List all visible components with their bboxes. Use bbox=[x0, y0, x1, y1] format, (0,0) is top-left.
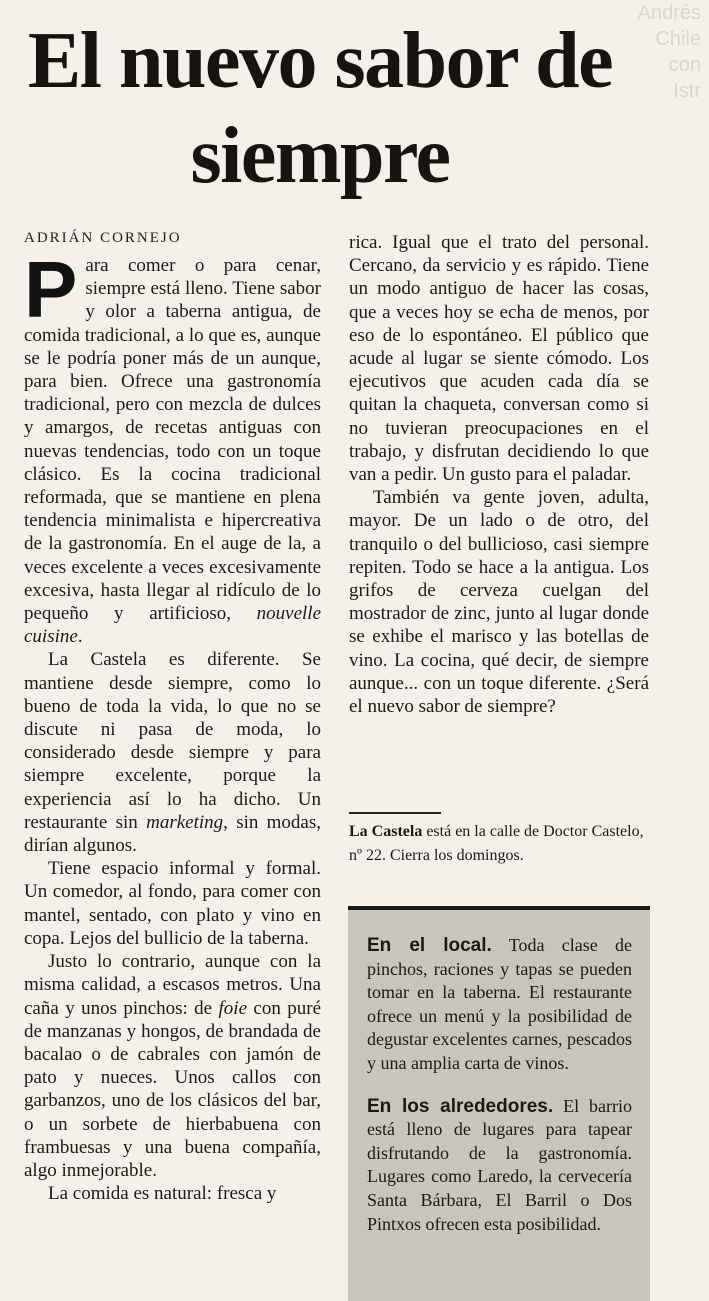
sidebar-heading-surroundings: En los alrededores. bbox=[367, 1095, 554, 1117]
bleed-through-text: Andrés Chile con Istr bbox=[637, 2, 701, 102]
restaurant-name: La Castela bbox=[349, 823, 423, 840]
sidebar-heading-local: En el local. bbox=[367, 935, 492, 956]
paragraph-5-start: La comida es natural: fresca y bbox=[48, 1183, 277, 1205]
info-divider bbox=[349, 812, 441, 814]
paragraph-1: Para comer o para cenar, siempre está lleno. Tiene sabor y olor a taberna antigua, de comida tradicional, a lo que es, aunque se le podría poner más de un aunque, para bien. Ofrece una gastronomía tradicional, pero con mezcla de dulces y amargos, de recetas antiguas con nuevas tendencias, todo con un toque clásico. Es la cocina tradicional reformada, que se mantiene en plena tendencia minimalista e hipercreativa de la gastronomía. En el auge de la, a veces excelente a veces excesivamente excesiva, hasta llegar al ridículo de lo pequeño y artificioso, nouvelle cuisine. bbox=[24, 245, 322, 648]
paragraph-2: La Castela es diferente. Se mantiene desde siempre, como lo bueno de toda la vida, lo que no se discute ni pasa de moda, lo considerado desde siempre y para siempre excelente, porque la experiencia así lo ha dicho. Un restaurante sin marketing, sin modas, dirían algunos. bbox=[24, 649, 322, 857]
byline: ADRIÁN CORNEJO bbox=[24, 230, 182, 246]
article-column-1 bbox=[24, 245, 322, 1205]
headline: El nuevo sabor de siempre bbox=[27, 17, 613, 200]
drop-cap: P bbox=[24, 245, 78, 334]
paragraph-3: Tiene espacio informal y formal. Un comedor, al fondo, para comer con mantel, sentado, con plato y vino en copa. Lejos del bullicio de la taberna. bbox=[24, 858, 321, 949]
sidebar-section-surroundings: En los alrededores. El barrio está lleno de lugares para tapear disfrutando de la gastronomía. Lugares como Laredo, la cervecería Santa Bárbara, El Barril o Dos Pintxos ofrecen esta posibilidad. bbox=[367, 1095, 632, 1234]
article-column-2 bbox=[349, 231, 649, 718]
paragraph-4: Justo lo contrario, aunque con la misma calidad, a escasos metros. Una caña y unos pinchos: de foie con puré de manzanas y hongos, de brandada de bacalao o de cabrales con jamón de pato y nueces. Unos callos con garbanzos, uno de los clásicos del bar, o un sorbete de hierbabuena con frambuesas y una buena compañía, algo inmejorable. bbox=[24, 951, 322, 1181]
restaurant-info: La Castela está en la calle de Doctor Castelo, nº 22. Cierra los domingos. bbox=[349, 823, 644, 864]
sidebar-section-local: En el local. Toda clase de pinchos, raciones y tapas se pueden tomar en la taberna. El restaurante ofrece un menú y la posibilidad de degustar excelentes carnes, pescados y una amplia carta de vinos. bbox=[367, 935, 632, 1073]
sidebar-box bbox=[348, 906, 650, 1301]
paragraph-5-continued: rica. Igual que el trato del personal. Cercano, da servicio y es rápido. Tiene un modo antiguo de hacer las cosas, que a veces hoy se echa de menos, por eso de lo espontáneo. El público que acude al lugar se siente cómodo. Los ejecutivos que acuden cada día se quitan la chaqueta, conversan como si no tuvieran preocupaciones en el trabajo, y disfrutan decidiendo lo que van a pedir. Un gusto para el paladar. bbox=[349, 232, 649, 486]
paragraph-6: También va gente joven, adulta, mayor. De un lado o de otro, del tranquilo o del bullicioso, casi siempre repiten. Todo se hace a la antigua. Los grifos de cerveza cuelgan del mostrador de zinc, junto al lugar donde se exhibe el marisco y las botellas de vino. La cocina, qué decir, de siempre aunque... con un toque diferente. ¿Será el nuevo sabor de siempre? bbox=[349, 487, 649, 718]
